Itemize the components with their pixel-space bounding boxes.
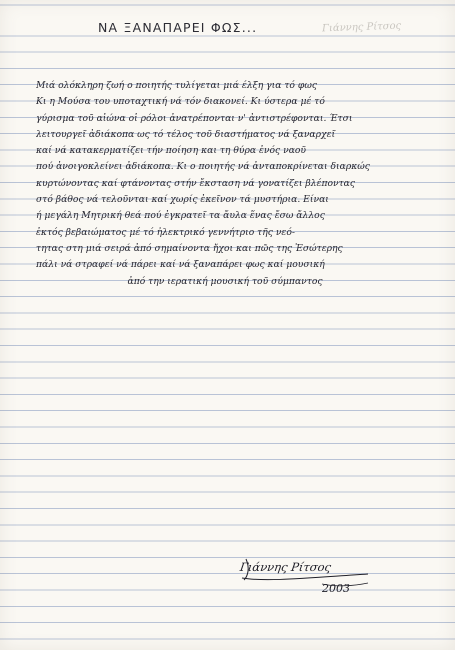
body-line: στό βάθος νά τελοῦνται καί χωρίς ἐκεῖνον τά μυστήρια. Είναι — [36, 194, 329, 206]
body-line: ή μεγάλη Μητρική θεά πού ἐγκρατεῖ τα ἄυλα ἕνας ἔσω ἄλλος — [36, 210, 325, 222]
body-line: καί νά κατακερματίζει τήν ποίηση και τη θύρα ἐνός ναοῦ — [36, 145, 307, 157]
signature-year: 2003 — [322, 582, 350, 595]
body-line: Κι η Μούσα του υποταχτική νά τόν διακονεί. Κι ύστερα μέ τό — [36, 96, 325, 108]
signature-block — [236, 556, 396, 616]
body-line: ἀπό την ιερατική μουσική τοῦ σύμπαντος — [127, 275, 323, 287]
body-line: γύρισμα τοῦ αἰώνα οἱ ρόλοι ἀνατρέπονται ν' ἀντιστρέφονται. Έτσι — [36, 112, 353, 124]
signature-name: Γιάννης Ρίτσος — [239, 560, 333, 574]
body-line: λειτουργεῖ ἀδιάκοπα ως τό τέλος τοῦ διαστήματος νά ξαναρχεῖ — [36, 128, 336, 140]
body-line: ἐκτός βεβαιώματος μέ τό ἠλεκτρικό γεννήτριο τῆς νεό- — [36, 226, 295, 238]
body-line: τητας στη μιά σειρά ἀπό σημαίνοντα ἤχοι και πῶς της Ἐσώτερης — [36, 242, 343, 254]
body-line: πού ἀνοιγοκλείνει ἀδιάκοπα. Κι ο ποιητής νά ἀνταποκρίνεται διαρκώς — [36, 161, 370, 173]
body-line: κυρτώνοντας καί φτάνοντας στήν ἔκσταση νά γονατίζει βλέποντας — [36, 177, 356, 189]
handwritten-body — [36, 78, 434, 290]
body-line: πάλι νά στραφεί νά πάρει καί νά ξαναπάρει φως καί μουσική — [36, 259, 325, 271]
document-title: ΝΑ ΞΑΝΑΠΑΡΕΙ ΦΩΣ... — [98, 20, 258, 35]
body-line: Μιά ολόκληρη ζωή ο ποιητής τυλίγεται μιά έλξη για τό φως — [36, 80, 317, 91]
bleed-through-text: Γιάννης Ρίτσος — [321, 20, 402, 35]
